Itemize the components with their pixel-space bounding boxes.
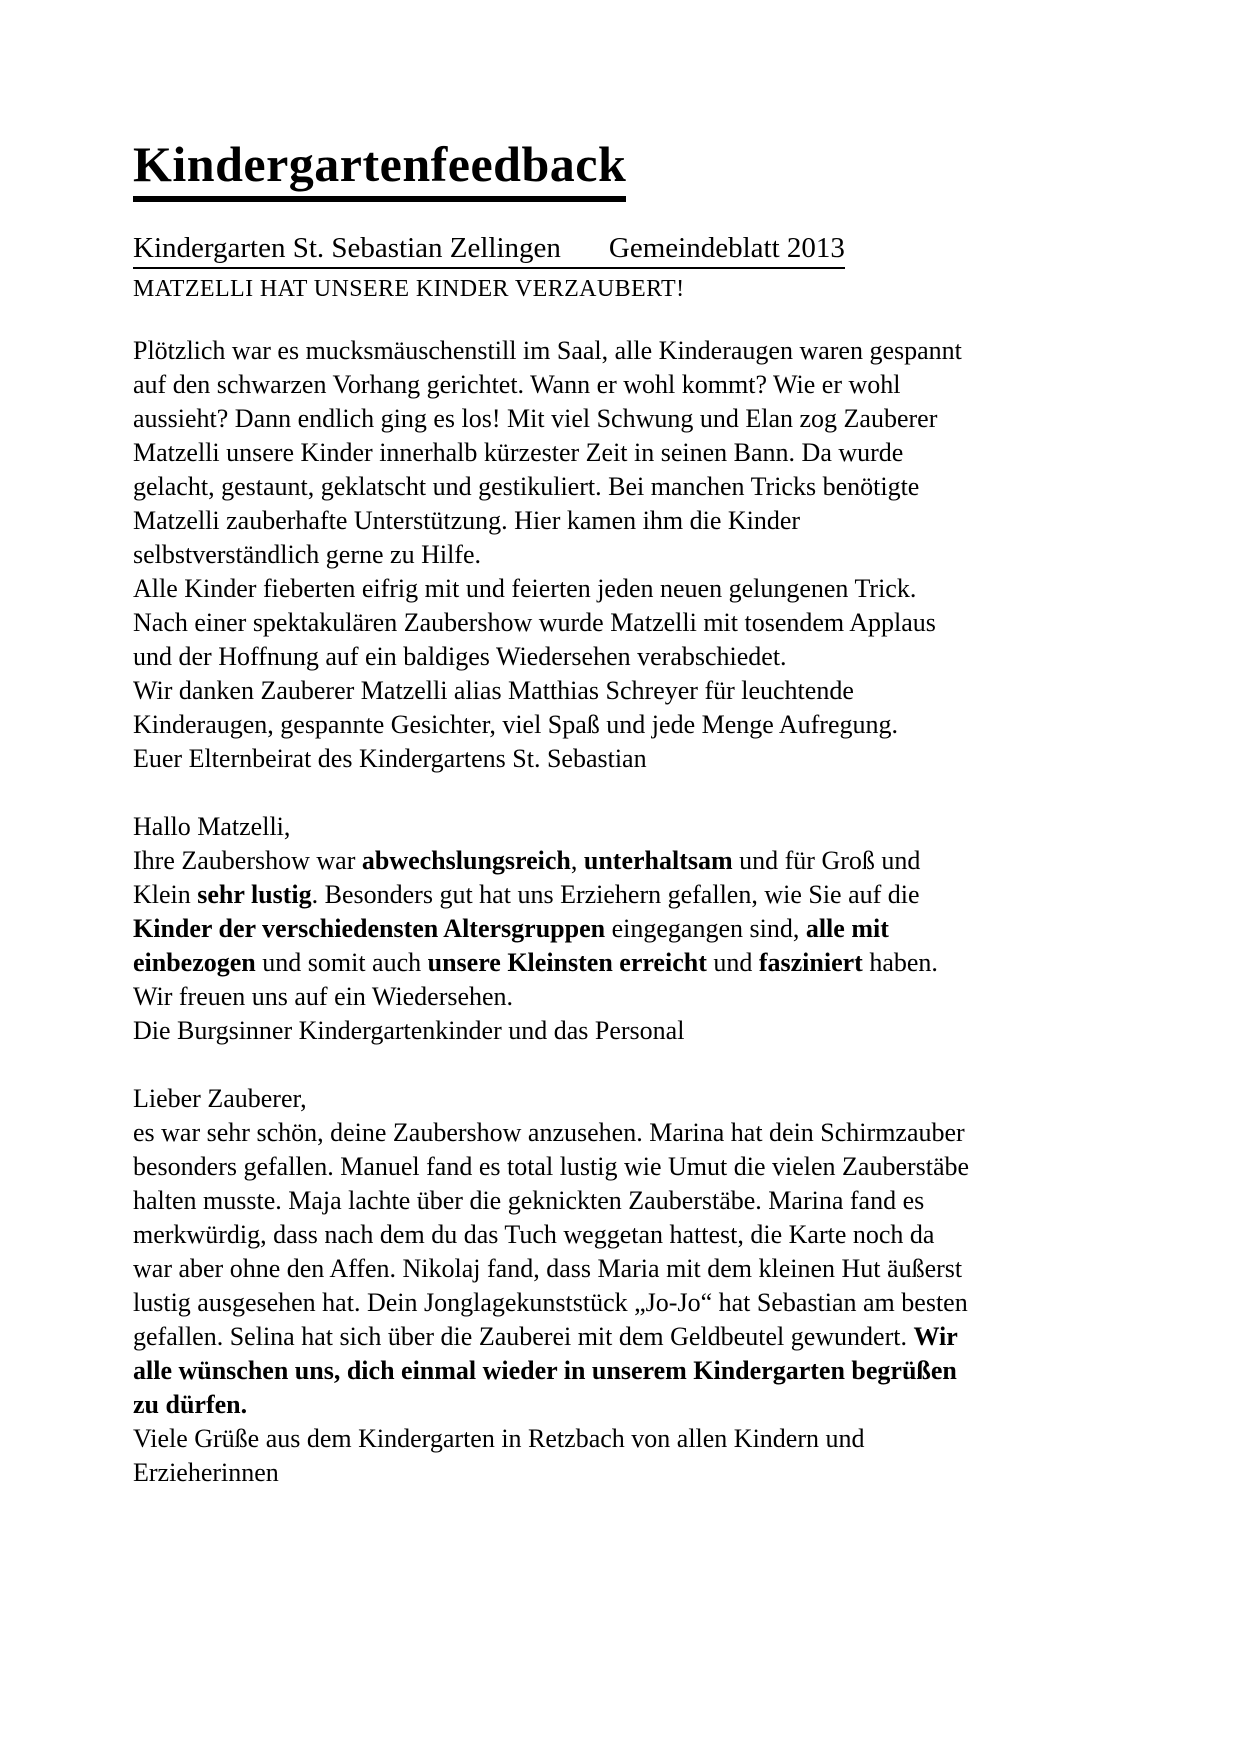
text-run: selbstverständlich gerne zu Hilfe.	[133, 539, 481, 569]
document-title: Kindergartenfeedback	[133, 138, 626, 202]
text-run-bold: unsere Kleinsten erreicht	[427, 947, 707, 977]
text-run: aussieht? Dann endlich ging es los! Mit viel Schwung und Elan zog Zauberer	[133, 403, 938, 433]
paragraph-gemeindeblatt-bericht	[133, 334, 1150, 776]
text-run: Lieber Zauberer,	[133, 1083, 307, 1113]
text-run: haben.	[862, 947, 938, 977]
text-line	[133, 708, 1150, 742]
document-subtitle	[133, 230, 845, 269]
text-run: war aber ohne den Affen. Nikolaj fand, dass Maria mit dem kleinen Hut äußerst	[133, 1253, 963, 1283]
text-run: Klein	[133, 879, 198, 909]
text-run-bold: unterhaltsam	[583, 845, 733, 875]
text-run: auf den schwarzen Vorhang gerichtet. Wann er wohl kommt? Wie er wohl	[133, 369, 901, 399]
text-line	[133, 504, 1150, 538]
text-line	[133, 810, 1150, 844]
document-headline: MATZELLI HAT UNSERE KINDER VERZAUBERT!	[133, 275, 685, 302]
text-line	[133, 470, 1150, 504]
text-run: Euer Elternbeirat des Kindergartens St. Sebastian	[133, 743, 647, 773]
paragraph-feedback-burgsinn	[133, 810, 1150, 1048]
text-run-bold: zu dürfen.	[133, 1389, 248, 1419]
text-run: Wir danken Zauberer Matzelli alias Matthias Schreyer für leuchtende	[133, 675, 854, 705]
text-line	[133, 980, 1150, 1014]
text-run: eingegangen sind,	[605, 913, 806, 943]
text-line	[133, 1116, 1150, 1150]
subtitle-source: Kindergarten St. Sebastian Zellingen	[133, 231, 561, 264]
text-line	[133, 368, 1150, 402]
text-run: gefallen. Selina hat sich über die Zauberei mit dem Geldbeutel gewundert.	[133, 1321, 914, 1351]
text-line	[133, 1286, 1150, 1320]
text-line	[133, 912, 1150, 946]
text-run: Plötzlich war es mucksmäuschenstill im Saal, alle Kinderaugen waren gespannt	[133, 335, 962, 365]
text-run: Wir freuen uns auf ein Wiedersehen.	[133, 981, 514, 1011]
text-line	[133, 538, 1150, 572]
text-line	[133, 402, 1150, 436]
text-run: Kinderaugen, gespannte Gesichter, viel Spaß und jede Menge Aufregung.	[133, 709, 899, 739]
title-row	[133, 138, 1150, 202]
text-run: und für Groß und	[732, 845, 921, 875]
text-run: Erzieherinnen	[133, 1457, 279, 1487]
text-run: Ihre Zaubershow war	[133, 845, 362, 875]
text-run: Viele Grüße aus dem Kindergarten in Retzbach von allen Kindern und	[133, 1423, 865, 1453]
text-line	[133, 606, 1150, 640]
text-run-bold: Kinder der verschiedensten Altersgruppen	[133, 913, 606, 943]
text-line	[133, 1388, 1150, 1422]
text-run-bold: fasziniert	[758, 947, 863, 977]
text-run: und der Hoffnung auf ein baldiges Wiedersehen verabschiedet.	[133, 641, 787, 671]
text-line	[133, 572, 1150, 606]
text-run: Alle Kinder fieberten eifrig mit und feierten jeden neuen gelungenen Trick.	[133, 573, 917, 603]
text-line	[133, 674, 1150, 708]
text-line	[133, 742, 1150, 776]
text-line	[133, 878, 1150, 912]
text-run-bold: alle mit	[805, 913, 889, 943]
text-line	[133, 1184, 1150, 1218]
document-body	[133, 334, 1150, 1490]
text-line	[133, 1354, 1150, 1388]
text-line	[133, 1082, 1150, 1116]
text-line	[133, 436, 1150, 470]
text-line	[133, 1252, 1150, 1286]
text-run: und somit auch	[255, 947, 428, 977]
text-run: Matzelli zauberhafte Unterstützung. Hier kamen ihm die Kinder	[133, 505, 801, 535]
text-line	[133, 640, 1150, 674]
text-run-bold: sehr lustig	[197, 879, 312, 909]
text-run: merkwürdig, dass nach dem du das Tuch weggetan hattest, die Karte noch da	[133, 1219, 935, 1249]
text-run: es war sehr schön, deine Zaubershow anzusehen. Marina hat dein Schirmzauber	[133, 1117, 965, 1147]
paragraph-feedback-retzbach	[133, 1082, 1150, 1490]
text-run: besonders gefallen. Manuel fand es total lustig wie Umut die vielen Zauberstäbe	[133, 1151, 970, 1181]
text-run: und	[706, 947, 759, 977]
text-line	[133, 1218, 1150, 1252]
text-line	[133, 1320, 1150, 1354]
text-line	[133, 1014, 1150, 1048]
text-run: Nach einer spektakulären Zaubershow wurde Matzelli mit tosendem Applaus	[133, 607, 936, 637]
text-line	[133, 1422, 1150, 1456]
text-run: gelacht, gestaunt, geklatscht und gestikuliert. Bei manchen Tricks benötigte	[133, 471, 920, 501]
text-line	[133, 844, 1150, 878]
subtitle-issue: Gemeindeblatt 2013	[608, 231, 845, 264]
text-run: halten musste. Maja lachte über die geknickten Zauberstäbe. Marina fand es	[133, 1185, 925, 1215]
text-run-bold: einbezogen	[133, 947, 256, 977]
text-line	[133, 1456, 1150, 1490]
text-run-bold: Wir	[913, 1321, 958, 1351]
text-run: ,	[570, 845, 584, 875]
subtitle-row	[133, 230, 1150, 269]
text-run: Matzelli unsere Kinder innerhalb kürzester Zeit in seinen Bann. Da wurde	[133, 437, 904, 467]
text-line	[133, 1150, 1150, 1184]
text-run: Hallo Matzelli,	[133, 811, 291, 841]
text-line	[133, 334, 1150, 368]
text-run: Die Burgsinner Kindergartenkinder und das Personal	[133, 1015, 685, 1045]
text-run-bold: alle wünschen uns, dich einmal wieder in unserem Kindergarten begrüßen	[133, 1355, 957, 1385]
text-line	[133, 946, 1150, 980]
text-run: . Besonders gut hat uns Erziehern gefallen, wie Sie auf die	[311, 879, 920, 909]
text-run: lustig ausgesehen hat. Dein Jonglagekunststück „Jo-Jo“ hat Sebastian am besten	[133, 1287, 968, 1317]
text-run-bold: abwechslungsreich	[361, 845, 571, 875]
